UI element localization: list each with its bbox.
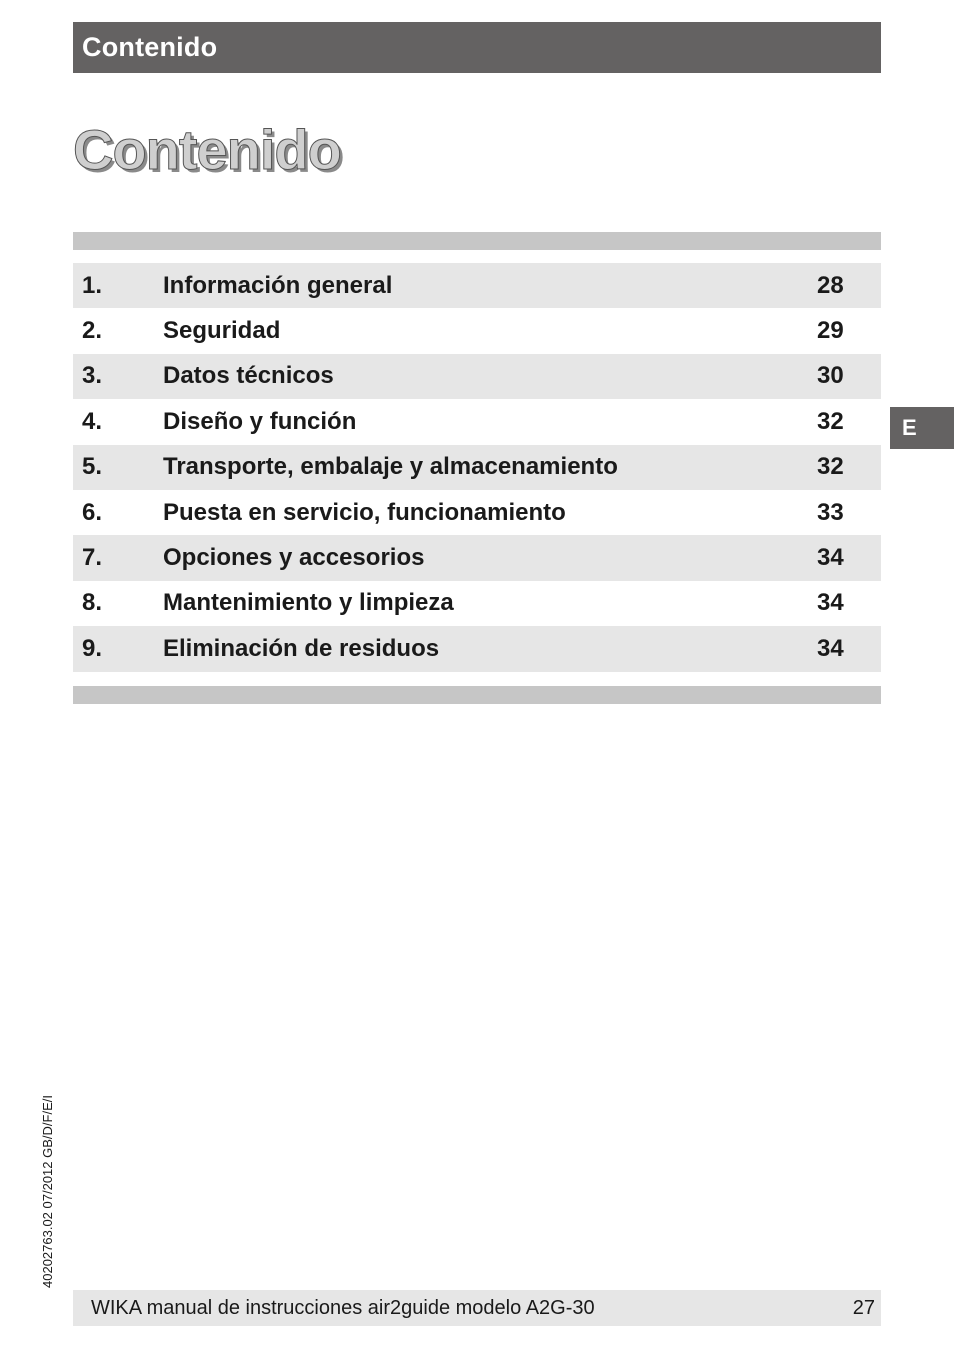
toc-item[interactable]	[73, 263, 881, 308]
toc-item-page: 34	[817, 634, 844, 662]
toc-item-page: 29	[817, 317, 844, 345]
toc-item-page: 28	[817, 271, 844, 299]
toc-item-title: Opciones y accesorios	[163, 544, 425, 572]
toc-item-title: Datos técnicos	[163, 362, 334, 390]
toc-item[interactable]	[73, 626, 881, 671]
toc-item[interactable]	[73, 490, 881, 535]
toc-item-title: Información general	[163, 271, 393, 299]
toc-item[interactable]	[73, 399, 881, 444]
toc-item-number: 1.	[82, 271, 103, 299]
toc-item[interactable]	[73, 581, 881, 626]
footer-page-number: 27	[852, 1296, 875, 1319]
toc-item-number: 3.	[82, 362, 103, 390]
toc-item[interactable]	[73, 535, 881, 580]
toc-item-page: 32	[817, 407, 844, 435]
toc-item-title: Eliminación de residuos	[163, 634, 440, 662]
toc-item-page: 34	[817, 544, 844, 572]
toc-item-number: 8.	[82, 589, 103, 617]
section-header	[73, 22, 881, 73]
toc-item-number: 2.	[82, 317, 103, 345]
footer-text: WIKA manual de instrucciones air2guide modelo A2G-30	[91, 1296, 595, 1319]
section-header-title: Contenido	[82, 32, 218, 62]
toc-item-page: 33	[817, 498, 844, 526]
toc-item-title: Seguridad	[163, 317, 281, 345]
toc-item-title: Mantenimiento y limpieza	[163, 589, 454, 617]
table-of-contents	[73, 263, 881, 672]
toc-item-number: 6.	[82, 498, 103, 526]
toc-item-page: 32	[817, 453, 844, 481]
toc-item-number: 9.	[82, 634, 103, 662]
toc-item-number: 4.	[82, 407, 103, 435]
toc-item[interactable]	[73, 308, 881, 353]
toc-item-title: Transporte, embalaje y almacenamiento	[163, 453, 618, 481]
document-code: 40202763.02 07/2012 GB/D/F/E/I	[40, 1095, 55, 1288]
toc-bottom-rule	[73, 686, 881, 704]
toc-top-rule	[73, 232, 881, 250]
toc-item-page: 34	[817, 589, 844, 617]
page-title: Contenido	[73, 118, 341, 181]
toc-item-page: 30	[817, 362, 844, 390]
toc-item[interactable]	[73, 354, 881, 399]
toc-item[interactable]	[73, 445, 881, 490]
page-footer	[73, 1290, 881, 1326]
toc-item-title: Diseño y función	[163, 407, 357, 435]
toc-item-number: 5.	[82, 453, 103, 481]
toc-item-title: Puesta en servicio, funcionamiento	[163, 498, 566, 526]
language-tab[interactable]: E	[890, 407, 954, 449]
toc-item-number: 7.	[82, 544, 103, 572]
